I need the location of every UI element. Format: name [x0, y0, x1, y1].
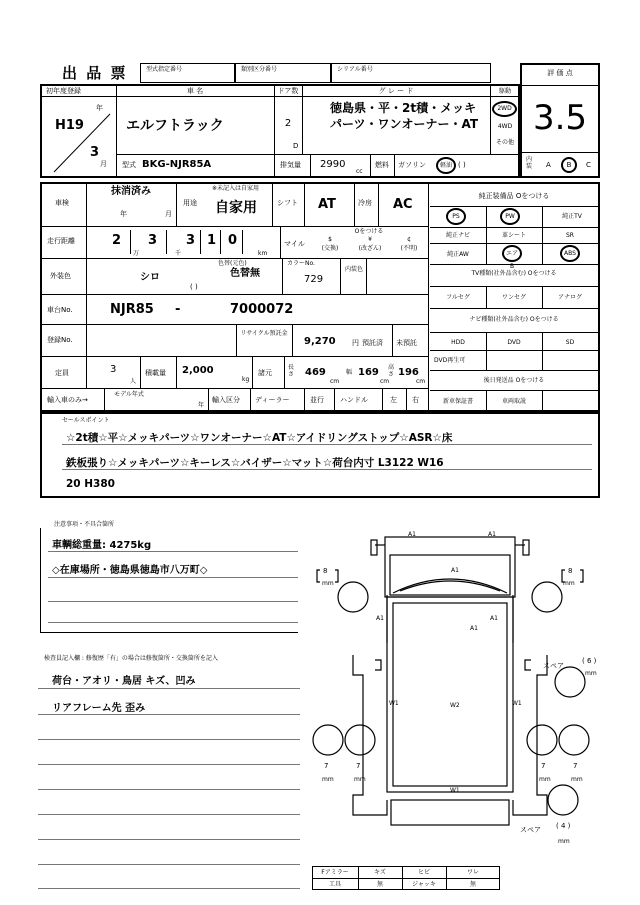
spare-front-value: ( 6 ): [582, 657, 597, 665]
doors-unit: D: [293, 142, 299, 150]
serial-label: シリアル番号: [337, 66, 373, 73]
inspection-year: 年: [120, 210, 127, 218]
spare-front-unit: mm: [585, 670, 597, 677]
sales-label: セールスポイント: [62, 417, 110, 424]
model-year-unit: 年: [198, 402, 205, 409]
interior-color-label: 内装色: [345, 266, 364, 273]
mileage-digit-2: 3: [148, 233, 158, 248]
meter-symbol-3: ¢: [407, 236, 411, 243]
height-unit: cm: [416, 378, 426, 385]
inspector-line-1: 荷台・アオリ・鳥居 キズ、凹み: [52, 676, 196, 687]
navi-title: ナビ種類(社外品含む) Oをつける: [469, 316, 559, 323]
import-dealer: ディーラー: [255, 396, 290, 404]
meter-symbol-1: $: [328, 236, 332, 243]
tread-front-left: 8: [323, 567, 328, 575]
height-label: 高さ: [388, 364, 395, 378]
recycle-paid: 預託済: [362, 339, 383, 347]
load-label: 積載量: [145, 369, 166, 377]
mark-a1-6: A1: [470, 625, 478, 632]
meter-swap: (交換): [321, 245, 339, 252]
docs-manual: 車両取説: [501, 398, 526, 405]
handle-label: ハンドル: [340, 396, 368, 404]
legend-header-2: キズ: [374, 869, 386, 876]
capacity-label: 定員: [55, 369, 69, 377]
spare-rear-label: スペア: [520, 826, 541, 834]
mileage-label: 走行距離: [47, 237, 75, 245]
legend-value-3: ジャッキ: [412, 881, 436, 888]
notes-line-1: 車輌総重量: 4275kg: [52, 540, 152, 551]
equip-pw: PW: [500, 208, 520, 225]
inspector-label: 検査員記入欄 : 修復歴「有」の場合は修復箇所・交換箇所を記入: [44, 655, 218, 662]
fuel-label: 燃料: [375, 161, 389, 169]
equip-aw: 純正AW: [447, 251, 469, 258]
legend-header-1: Fアミラー: [321, 869, 349, 876]
mark-a1-3: A1: [451, 567, 459, 574]
interior-a: A: [546, 161, 551, 169]
equip-airbag: エアB: [502, 245, 522, 262]
width-value: 169: [358, 367, 379, 378]
category-box: [235, 63, 331, 83]
equip-abs: ABS: [560, 245, 580, 262]
tread-front-right: 8: [568, 567, 573, 575]
chassis-prefix: NJR85: [110, 302, 154, 317]
meter-symbol-2: ¥: [368, 236, 372, 243]
tread-rear-right-inner-unit: mm: [539, 776, 551, 783]
handle-left: 左: [390, 396, 397, 404]
sales-line-3: 20 H380: [66, 478, 115, 490]
legend-value-4: 無: [469, 881, 476, 888]
recycle-value: 9,270: [304, 336, 336, 347]
mark-a1-1: A1: [408, 531, 416, 538]
usage-note: ※未記入は自家用: [212, 185, 260, 192]
equip-tv: 純正TV: [562, 213, 582, 220]
score-label: 評 価 点: [547, 69, 573, 77]
displacement-unit: cc: [356, 168, 363, 175]
tread-front-right-unit: mm: [563, 580, 575, 587]
sales-line-1: ☆2t積☆平☆メッキパーツ☆ワンオーナー☆AT☆アイドリングストップ☆ASR☆床: [66, 432, 453, 444]
mark-a1-5: A1: [490, 615, 498, 622]
displacement-label: 排気量: [280, 161, 301, 169]
dvd-play-label: DVD再生可: [434, 357, 466, 364]
mile-label: マイル: [284, 240, 305, 248]
mark-a1-2: A1: [488, 531, 496, 538]
spare-front-label: スペア: [543, 662, 564, 670]
doors-value: 2: [284, 118, 292, 129]
color-change-value: 色替無: [230, 268, 260, 279]
tv-oneseg: ワンセグ: [501, 294, 526, 301]
color-value: シロ: [140, 272, 160, 283]
shift-label: シフト: [277, 199, 298, 207]
mileage-sen: 千: [175, 250, 182, 257]
length-unit: cm: [330, 378, 340, 385]
fuel-gasoline: ガソリン: [398, 161, 426, 169]
import-label: 輸入車のみ→: [47, 396, 88, 404]
width-label: 幅: [346, 369, 353, 376]
tv-fullseg: フルセグ: [446, 294, 470, 301]
first-reg-label: 初年度登録: [46, 87, 81, 95]
interior-label: 内装: [526, 156, 533, 170]
model-label: 型式: [122, 161, 136, 169]
truck-diagram: [305, 525, 605, 870]
length-value: 469: [305, 367, 326, 378]
serial-box: [331, 63, 491, 83]
tread-front-left-unit: mm: [322, 580, 334, 587]
import-parallel: 並行: [310, 396, 324, 404]
sales-line-2: 鉄板張り☆メッキパーツ☆キーレス☆バイザー☆マット☆荷台内寸 L3122 W16: [66, 457, 444, 469]
load-value: 2,000: [182, 365, 214, 376]
mileage-digit-5: 0: [228, 233, 238, 248]
ac-value: AC: [393, 197, 413, 212]
mark-w2: W2: [450, 702, 460, 709]
navi-hdd: HDD: [451, 339, 465, 346]
recycle-unpaid: 未預託: [396, 339, 417, 347]
tread-rear-left-inner: 7: [356, 762, 361, 770]
equip-ps: PS: [446, 208, 466, 225]
inspector-line-2: リアフレーム先 歪み: [52, 703, 146, 714]
equip-sr: SR: [566, 232, 574, 239]
load-unit: kg: [242, 376, 250, 383]
drive-other: その他: [495, 139, 514, 146]
length-label: 長さ: [288, 364, 295, 378]
docs-title: 後日発送品 Oをつける: [483, 377, 545, 384]
reg-no-label: 登録No.: [47, 336, 73, 344]
color-no-label: カラーNo.: [287, 260, 315, 267]
mileage-km: km: [258, 250, 268, 257]
car-name: エルフトラック: [126, 118, 224, 134]
drive-2wd: 2WD: [492, 101, 517, 117]
ac-label: 冷房: [358, 199, 372, 207]
car-name-label: 車 名: [186, 87, 204, 95]
spare-rear-value: ( 4 ): [556, 822, 571, 830]
form-title: 出 品 票: [62, 64, 128, 82]
equip-navi: 純正ナビ: [445, 232, 470, 239]
score-value: 3.5: [532, 98, 588, 138]
tread-rear-left-inner-unit: mm: [354, 776, 366, 783]
inspection-value: 抹消済み: [111, 186, 151, 197]
shift-value: AT: [318, 197, 336, 212]
import-type-label: 輸入区分: [212, 396, 240, 404]
tread-rear-right-inner: 7: [541, 762, 546, 770]
legend-value-2: 無: [376, 881, 383, 888]
chassis-label: 車台No.: [47, 306, 73, 314]
capacity-value: 3: [110, 364, 117, 375]
drive-4wd: 4WD: [497, 123, 513, 130]
tread-rear-left-outer-unit: mm: [322, 776, 334, 783]
model-year-label: モデル年式: [114, 391, 144, 398]
mileage-digit-3: 3: [186, 233, 196, 248]
chassis-dash: -: [175, 302, 181, 317]
meter-circle-note: Oをつける: [354, 228, 384, 235]
recycle-unit: 円: [352, 339, 359, 347]
grade-value: 徳島県・平・2t積・メッキパーツ・ワンオーナー・AT: [330, 101, 479, 131]
capacity-unit: 人: [130, 378, 137, 385]
mileage-digit-4: 1: [207, 233, 217, 248]
reg-year-suffix: 年: [96, 104, 103, 112]
meter-unknown: (不明): [400, 245, 418, 252]
tv-analog: アナログ: [557, 294, 582, 301]
fuel-diesel: 軽油: [436, 157, 456, 174]
model-cert-box: [140, 63, 235, 83]
mileage-man: 万: [133, 250, 140, 257]
color-change-label: 色替(元色): [218, 260, 247, 267]
interior-b: B: [561, 157, 577, 173]
displacement-value: 2990: [320, 159, 346, 170]
doors-label: ドア数: [277, 87, 299, 95]
interior-c: C: [586, 161, 591, 169]
inspection-month: 月: [165, 210, 172, 218]
tv-title: TV種類(社外品含む) Oをつける: [471, 270, 557, 277]
model-cert-label: 型式指定番号: [146, 66, 183, 73]
recycle-label: リサイクル預託金: [240, 330, 288, 337]
tread-rear-right-outer-unit: mm: [571, 776, 583, 783]
equip-leather: 革シート: [501, 232, 526, 239]
mark-w1-right: W1: [512, 700, 522, 707]
grade-label: グ レ ー ド: [378, 87, 414, 95]
fuel-paren: ( ): [458, 161, 466, 169]
usage-value: 自家用: [215, 200, 257, 216]
mileage-digit-1: 2: [112, 233, 122, 248]
tread-rear-left-outer: 7: [324, 762, 329, 770]
drive-label: 駆動: [498, 88, 511, 95]
reg-month-suffix: 月: [100, 160, 107, 168]
notes-line-2: ◇在庫場所・徳島県徳島市八万町◇: [52, 565, 208, 576]
legend-header-4: ワレ: [466, 869, 479, 876]
reg-year: H19: [55, 118, 84, 133]
height-value: 196: [398, 367, 419, 378]
navi-dvd: DVD: [507, 339, 521, 346]
navi-sd: SD: [565, 339, 575, 346]
width-unit: cm: [380, 378, 390, 385]
mark-w1-left: W1: [389, 700, 399, 707]
chassis-number: 7000072: [230, 302, 294, 317]
handle-right: 右: [412, 396, 419, 404]
color-paren: ( ): [190, 283, 198, 291]
inspection-label: 車検: [55, 199, 69, 207]
mark-a1-4: A1: [376, 615, 384, 622]
model-value: BKG-NJR85A: [142, 159, 212, 170]
color-label: 外装色: [50, 272, 71, 280]
reg-month: 3: [90, 145, 100, 160]
mark-w1-rear: W1: [450, 787, 460, 794]
docs-warranty: 新車保証書: [442, 398, 473, 405]
dims-label: 諸元: [258, 369, 272, 377]
legend-value-1: 工具: [328, 881, 341, 888]
notes-label: 注意事項・不具合箇所: [54, 521, 115, 528]
category-label: 類別区分番号: [241, 66, 278, 73]
equipment-title: 純正装備品 Oをつける: [478, 192, 550, 200]
color-no-value: 729: [304, 274, 324, 285]
tread-rear-right-outer: 7: [573, 762, 578, 770]
spare-rear-unit: mm: [558, 838, 570, 845]
legend-header-3: ヒビ: [417, 869, 430, 876]
usage-label: 用途: [183, 199, 197, 207]
meter-tamper: (改ざん): [358, 245, 382, 252]
